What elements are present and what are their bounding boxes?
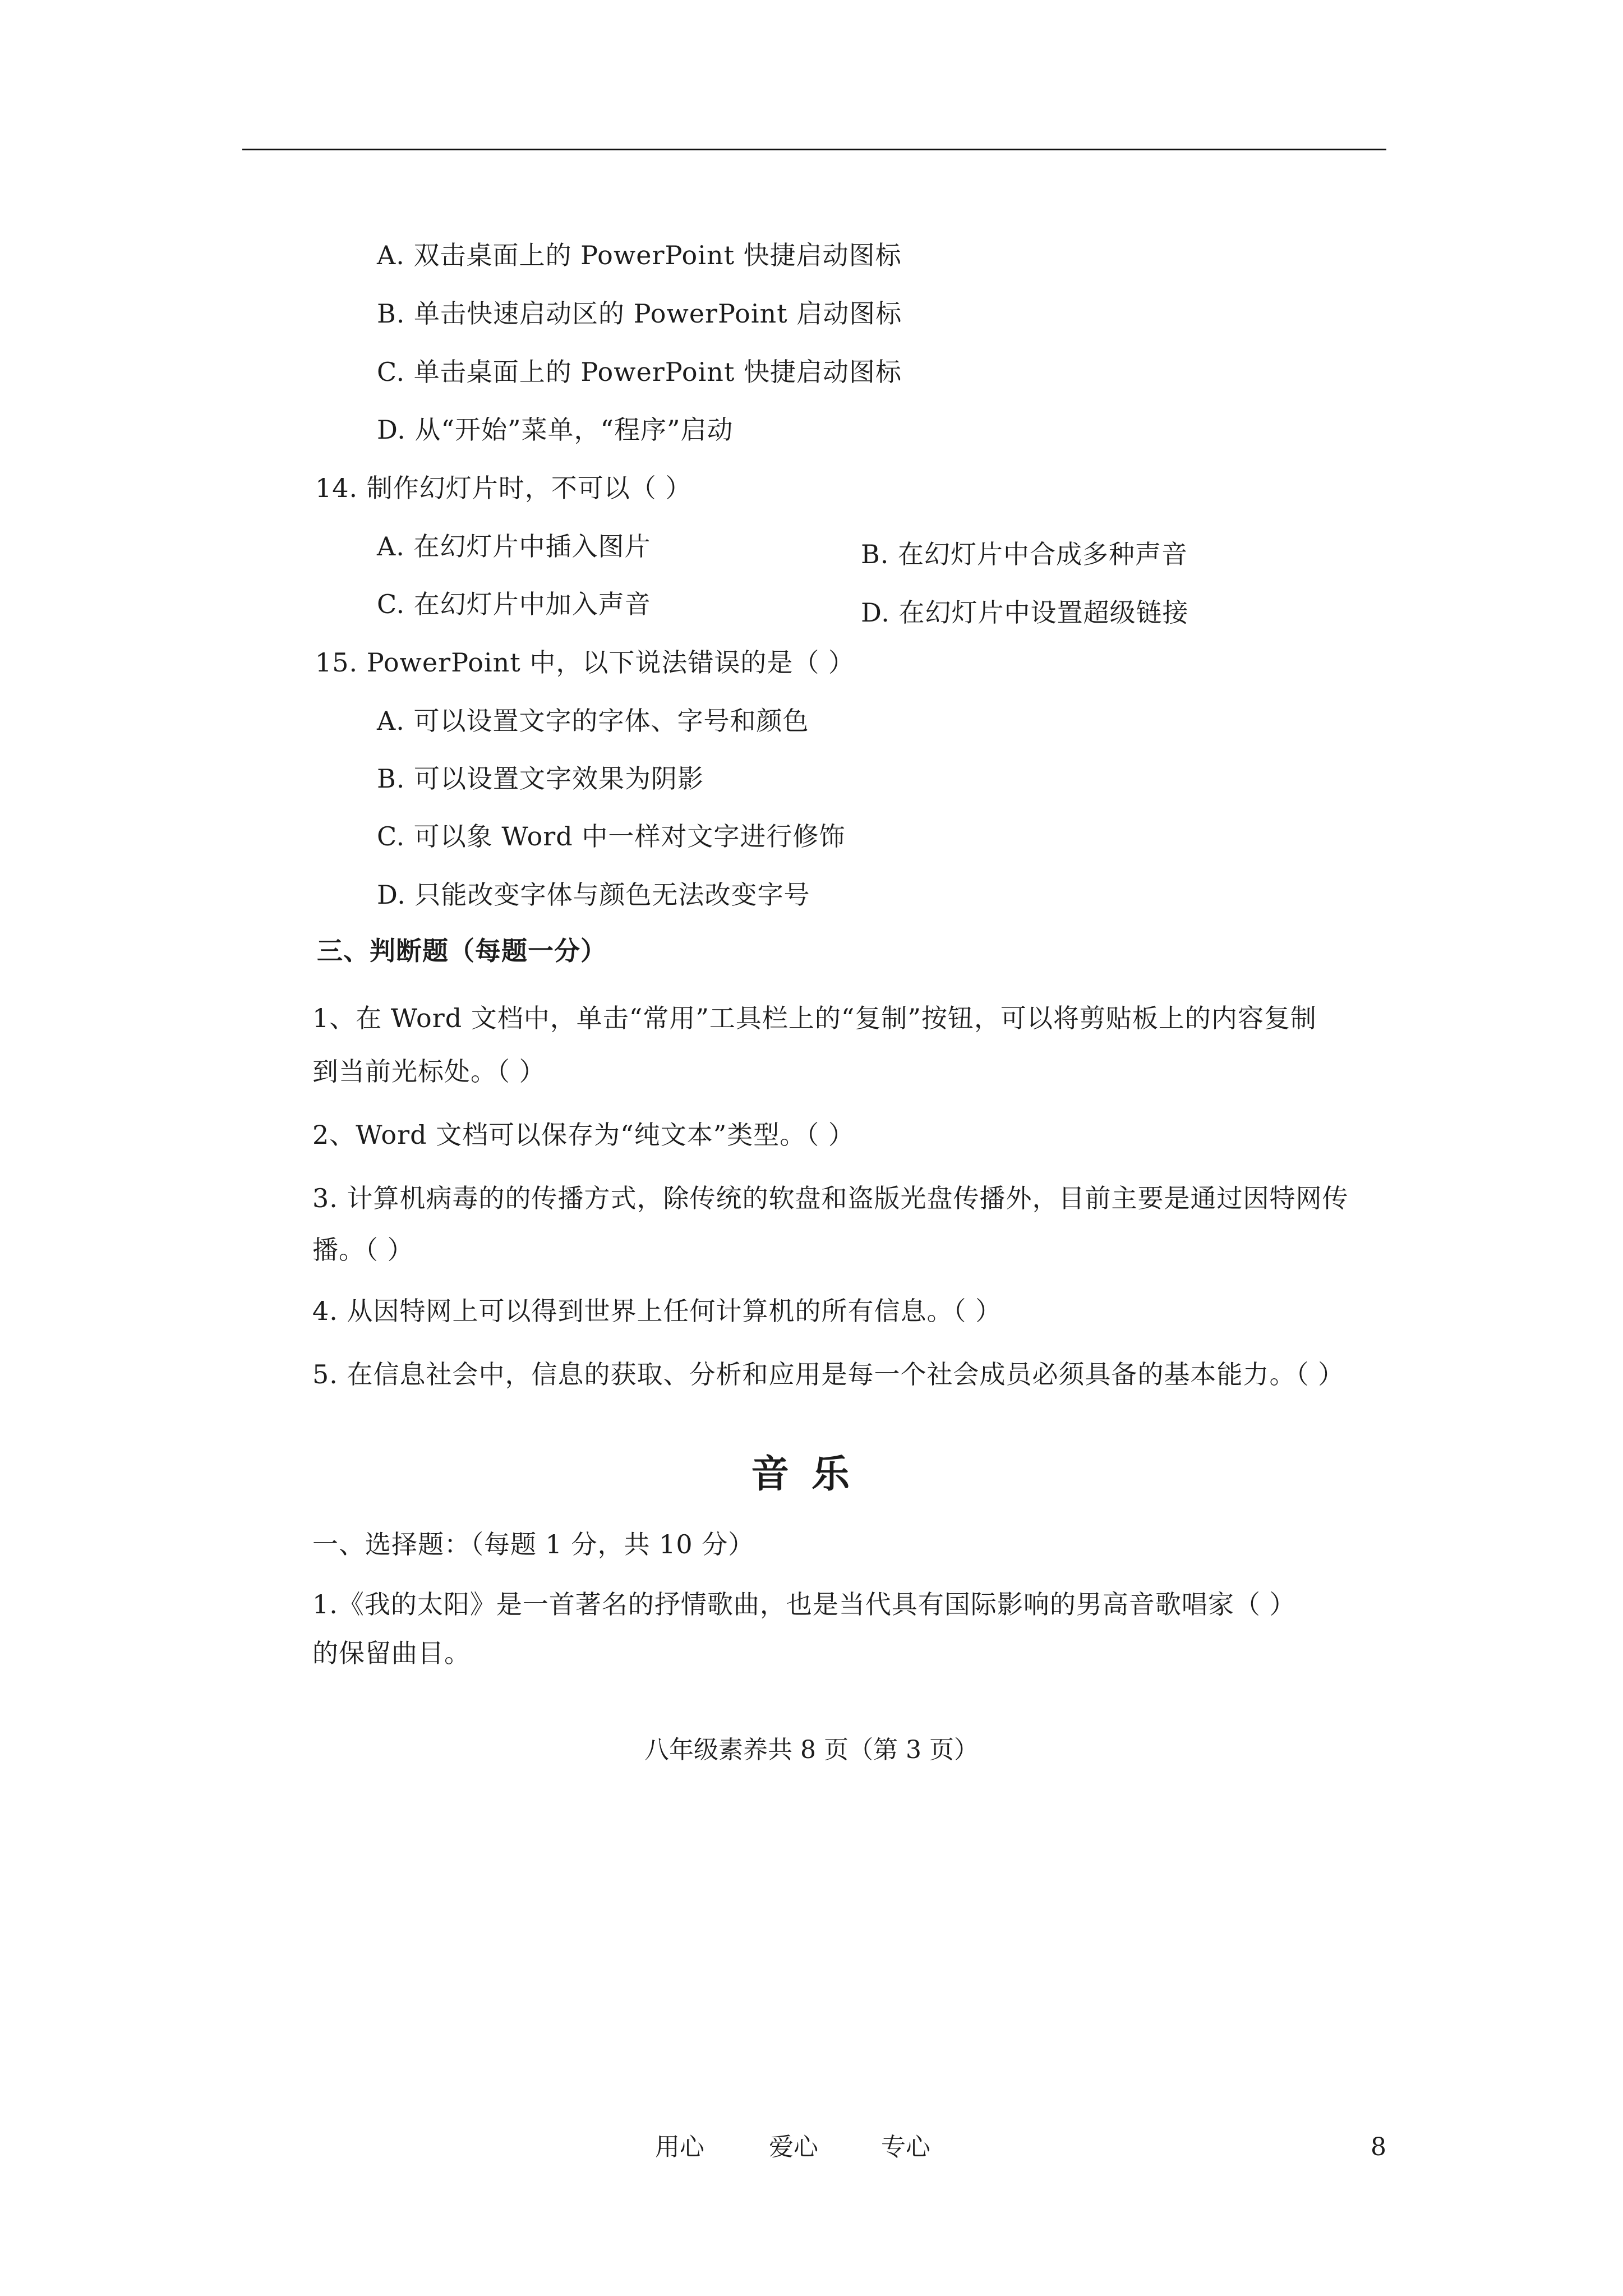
q13-option-c: C. 单击桌面上的 PowerPoint 快捷启动图标 <box>377 357 902 387</box>
q14-stem: 14. 制作幻灯片时，不可以（ ） <box>315 473 692 503</box>
tf-item-4: 4. 从因特网上可以得到世界上任何计算机的所有信息。（ ） <box>312 1296 1002 1326</box>
footer-motto-1: 用心 <box>655 2133 704 2161</box>
q14-option-a: A. 在幻灯片中插入图片 <box>377 531 651 562</box>
q14-option-b: B. 在幻灯片中合成多种声音 <box>861 539 1188 569</box>
q14-option-c: C. 在幻灯片中加入声音 <box>377 589 651 619</box>
tf-item-3-cont: 播。（ ） <box>312 1235 414 1265</box>
page-number: 8 <box>1371 2133 1386 2161</box>
music-q1-cont: 的保留曲目。 <box>312 1638 471 1668</box>
q15-option-b: B. 可以设置文字效果为阴影 <box>377 763 704 794</box>
tf-item-1: 1、在 Word 文档中，单击“常用”工具栏上的“复制”按钮，可以将剪贴板上的内容复制 <box>312 1003 1317 1033</box>
music-q1: 1.《我的太阳》是一首著名的抒情歌曲，也是当代具有国际影响的男高音歌唱家（ ） <box>312 1589 1296 1619</box>
music-section1-heading: 一、选择题：（每题 1 分，共 10 分） <box>312 1529 755 1559</box>
tf-item-3: 3. 计算机病毒的的传播方式，除传统的软盘和盗版光盘传播外，目前主要是通过因特网传 <box>312 1183 1349 1213</box>
section3-heading: 三、判断题（每题一分） <box>317 936 607 966</box>
tf-item-5: 5. 在信息社会中，信息的获取、分析和应用是每一个社会成员必须具备的基本能力。（ ） <box>312 1359 1345 1389</box>
tf-item-1-cont: 到当前光标处。（ ） <box>312 1056 546 1087</box>
q13-option-a: A. 双击桌面上的 PowerPoint 快捷启动图标 <box>377 240 902 270</box>
q15-option-d: D. 只能改变字体与颜色无法改变字号 <box>377 880 810 910</box>
q14-option-d: D. 在幻灯片中设置超级链接 <box>861 597 1189 628</box>
header-rule <box>242 149 1386 150</box>
q15-option-a: A. 可以设置文字的字体、字号和颜色 <box>377 706 809 736</box>
footer-motto-2: 爱心 <box>769 2133 818 2161</box>
q15-stem: 15. PowerPoint 中，以下说法错误的是（ ） <box>315 647 855 678</box>
q13-option-d: D. 从“开始”菜单，“程序”启动 <box>377 415 734 445</box>
tf-item-2: 2、Word 文档可以保存为“纯文本”类型。（ ） <box>312 1120 855 1150</box>
music-title: 音乐 <box>750 1452 872 1497</box>
q15-option-c: C. 可以象 Word 中一样对文字进行修饰 <box>377 821 846 852</box>
page-info: 八年级素养共 8 页（第 3 页） <box>644 1736 979 1764</box>
q13-option-b: B. 单击快速启动区的 PowerPoint 启动图标 <box>377 298 902 329</box>
footer-motto-3: 专心 <box>881 2133 930 2161</box>
